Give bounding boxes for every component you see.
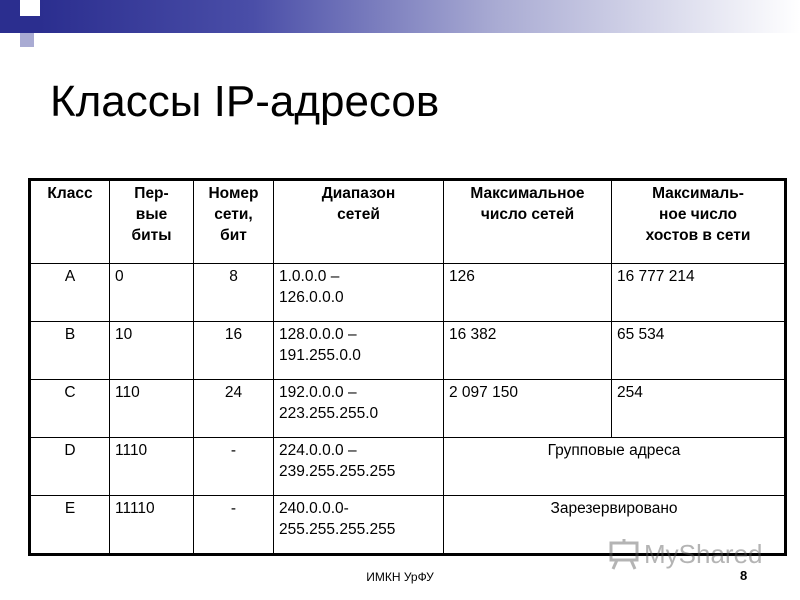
- cell-class: A: [30, 264, 110, 322]
- cell-net: 8: [194, 264, 274, 322]
- decor-square: [20, 33, 34, 47]
- header-max-nets: [444, 180, 612, 264]
- cell-max-hosts: 254: [612, 379, 786, 437]
- cell-range: [274, 321, 444, 379]
- range-end: 126.0.0.0: [279, 289, 344, 306]
- cell-class: B: [30, 321, 110, 379]
- cell-bits: 1110: [110, 437, 194, 495]
- cell-bits: 11110: [110, 495, 194, 554]
- header-class: [30, 180, 110, 264]
- footer-institute: ИМКН УрФУ: [366, 570, 434, 584]
- cell-class: E: [30, 495, 110, 554]
- header-label: Максималь- ное число хостов в сети: [645, 185, 751, 244]
- decor-square: [0, 16, 20, 33]
- cell-range: [274, 495, 444, 554]
- watermark-text: MyShared: [644, 539, 763, 569]
- header-first-bits: [110, 180, 194, 264]
- table-row: [30, 379, 786, 437]
- cell-net: 16: [194, 321, 274, 379]
- ip-classes-table: [28, 178, 787, 556]
- range-end: 239.255.255.255: [279, 462, 396, 480]
- cell-range: [274, 379, 444, 437]
- range-end: 255.255.255.255: [279, 520, 396, 538]
- page-title: Классы IP-адресов: [50, 77, 440, 126]
- range-start: 192.0.0.0 –: [279, 383, 357, 401]
- table-row: [30, 437, 786, 495]
- header-range: [274, 180, 444, 264]
- cell-bits: 0: [110, 264, 194, 322]
- cell-range: [274, 437, 444, 495]
- table-row: [30, 321, 786, 379]
- header-gradient-band: [40, 0, 800, 33]
- cell-bits: 10: [110, 321, 194, 379]
- cell-class: D: [30, 437, 110, 495]
- cell-max-nets: 2 097 150: [444, 379, 612, 437]
- cell-max-nets: 16 382: [444, 321, 612, 379]
- cell-net: -: [194, 495, 274, 554]
- header-net-number: [194, 180, 274, 264]
- range-start: 1.0.0.0 –: [279, 268, 340, 285]
- header-label: Пер- вые биты: [131, 185, 172, 244]
- cell-merged-note: Зарезервировано: [444, 495, 786, 554]
- cell-net: -: [194, 437, 274, 495]
- cell-bits: 110: [110, 379, 194, 437]
- presentation-board-icon: [608, 537, 642, 571]
- cell-merged-note: Групповые адреса: [444, 437, 786, 495]
- header-label: Диапазон сетей: [321, 185, 396, 223]
- range-start: 224.0.0.0 –: [279, 441, 357, 459]
- range-start: 128.0.0.0 –: [279, 325, 357, 343]
- range-end: 191.255.0.0: [279, 346, 361, 364]
- decor-square: [0, 0, 20, 16]
- header-max-hosts: [612, 180, 786, 264]
- decor-square: [20, 0, 40, 16]
- cell-max-hosts: 65 534: [612, 321, 786, 379]
- page-number: 8: [740, 568, 748, 583]
- cell-max-hosts: 16 777 214: [612, 264, 786, 322]
- cell-class: C: [30, 379, 110, 437]
- range-start: 240.0.0.0-: [279, 499, 349, 517]
- cell-range: [274, 264, 444, 322]
- header-label: Номер сети, бит: [208, 185, 259, 244]
- cell-net: 24: [194, 379, 274, 437]
- range-end: 223.255.255.0: [279, 404, 379, 422]
- table-header-row: [30, 180, 786, 264]
- header-label: Класс: [47, 185, 93, 202]
- header-label: Максимальное число сетей: [470, 185, 585, 223]
- decor-square: [20, 16, 40, 33]
- table-row: [30, 264, 786, 322]
- cell-max-nets: 126: [444, 264, 612, 322]
